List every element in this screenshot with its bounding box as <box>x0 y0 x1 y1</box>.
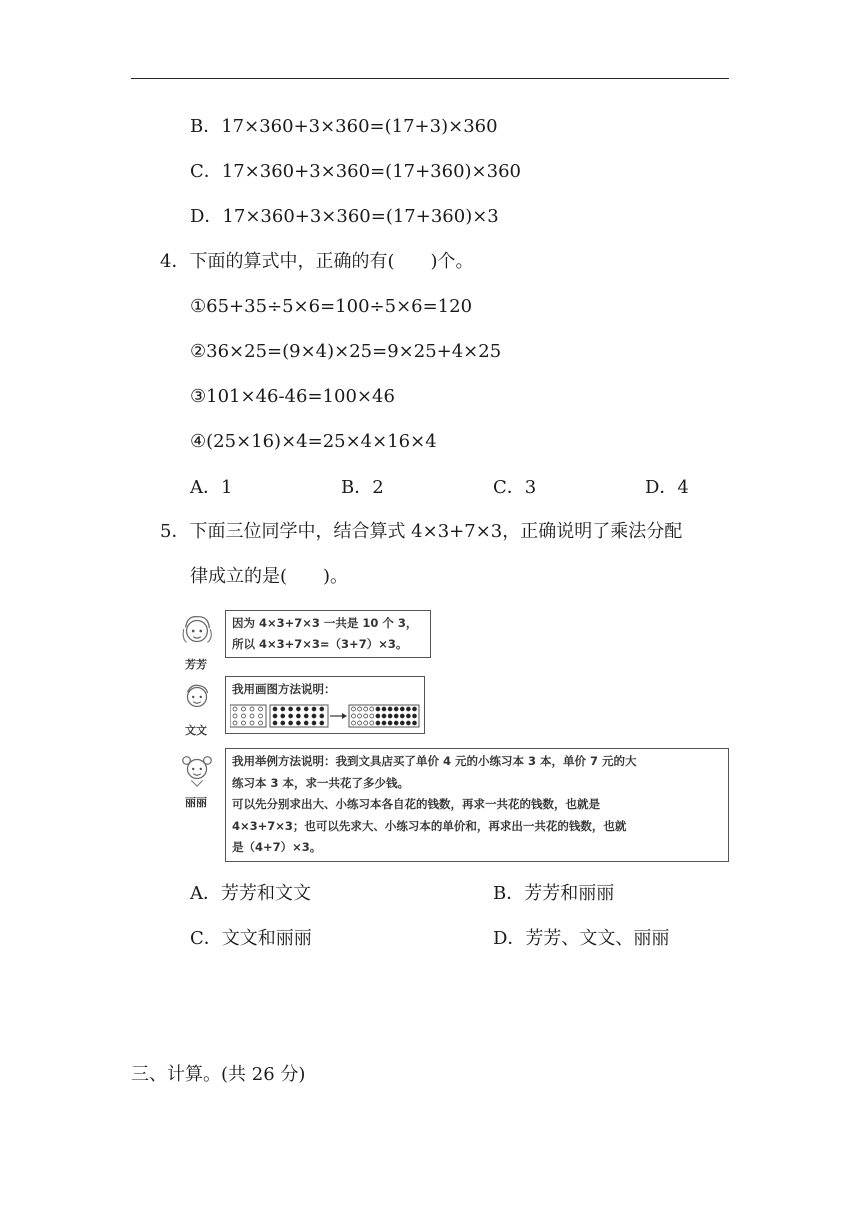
fangfang-line-2: 所以 4×3+7×3=（3+7）×3。 <box>232 637 408 651</box>
hollow-dot <box>358 707 362 711</box>
solid-dot <box>413 714 417 718</box>
solid-dot <box>273 721 277 725</box>
q3-option-b: B．17×360+3×360=(17+3)×360 <box>190 116 498 137</box>
q5-stem-line1: 5．下面三位同学中，结合算式 4×3+7×3，正确说明了乘法分配 <box>160 521 683 542</box>
lili-speech-box <box>225 748 729 862</box>
girl-avatar-icon <box>178 612 216 650</box>
solid-dot <box>406 714 410 718</box>
hollow-dot <box>358 721 362 725</box>
lili-line-1: 我用举例方法说明：我到文具店买了单价 4 元的小练习本 3 本，单价 7 元的大 <box>232 754 637 768</box>
q5-stem-line2: 律成立的是( )。 <box>190 566 349 587</box>
solid-dot <box>388 714 392 718</box>
wenwen-name: 文文 <box>185 724 207 737</box>
solid-dot <box>413 721 417 725</box>
solid-dot <box>388 721 392 725</box>
q4-item-2: ②36×25=(9×4)×25=9×25+4×25 <box>190 341 502 362</box>
solid-dot <box>394 721 398 725</box>
q5-figure <box>175 608 735 868</box>
solid-dot <box>376 721 380 725</box>
solid-dot <box>281 721 285 725</box>
solid-dot <box>312 714 316 718</box>
hollow-dot <box>233 707 237 711</box>
solid-dot <box>406 721 410 725</box>
q4-item-4: ④(25×16)×4=25×4×16×4 <box>190 431 437 452</box>
solid-dot <box>281 714 285 718</box>
q4-option-b: B．2 <box>341 477 384 498</box>
hollow-dot <box>259 707 263 711</box>
solid-dot <box>320 707 324 711</box>
solid-dot <box>376 714 380 718</box>
wenwen-line-1: 我用画图方法说明： <box>232 682 336 696</box>
q4-item-1: ①65+35÷5×6=100÷5×6=120 <box>190 296 473 317</box>
fangfang-speech-box <box>225 610 431 658</box>
solid-dot <box>296 714 300 718</box>
fangfang-line-1: 因为 4×3+7×3 一共是 10 个 3， <box>232 616 418 630</box>
solid-dot <box>320 714 324 718</box>
hollow-dot <box>370 721 374 725</box>
hollow-dot <box>242 707 246 711</box>
solid-dot <box>400 721 404 725</box>
solid-dot <box>289 707 293 711</box>
solid-dot <box>312 721 316 725</box>
lili-line-5: 是（4+7）×3。 <box>232 840 322 854</box>
solid-dot <box>382 714 386 718</box>
hollow-dot <box>233 721 237 725</box>
q4-stem: 4．下面的算式中，正确的有( )个。 <box>160 251 474 272</box>
hollow-dot <box>370 707 374 711</box>
solid-dot <box>388 707 392 711</box>
solid-dot <box>400 714 404 718</box>
hollow-dot <box>352 714 356 718</box>
solid-dot <box>289 714 293 718</box>
solid-dot <box>289 721 293 725</box>
solid-dot <box>320 721 324 725</box>
hollow-dot <box>370 714 374 718</box>
q4-option-a: A．1 <box>190 477 233 498</box>
girl-with-pigtails-avatar-icon <box>178 750 216 788</box>
q5-option-a: A．芳芳和文文 <box>190 883 311 904</box>
solid-dot <box>382 721 386 725</box>
solid-dot <box>382 707 386 711</box>
solid-dot <box>296 707 300 711</box>
solid-dot <box>273 714 277 718</box>
solid-dot <box>273 707 277 711</box>
section-3-title: 三、计算。(共 26 分) <box>131 1064 306 1085</box>
hollow-dot <box>259 721 263 725</box>
solid-dot <box>304 707 308 711</box>
q5-option-b: B．芳芳和丽丽 <box>493 883 615 904</box>
hollow-dot <box>233 714 237 718</box>
hollow-dot <box>250 721 254 725</box>
hollow-dot <box>352 721 356 725</box>
solid-dot <box>304 714 308 718</box>
arrow-head-icon <box>342 713 347 719</box>
header-rule <box>131 78 729 79</box>
solid-dot <box>304 721 308 725</box>
solid-dot <box>296 721 300 725</box>
q3-option-d: D．17×360+3×360=(17+360)×3 <box>190 206 499 227</box>
hollow-dot <box>358 714 362 718</box>
q4-option-c: C．3 <box>493 477 537 498</box>
hollow-dot <box>250 707 254 711</box>
hollow-dot <box>242 721 246 725</box>
solid-dot <box>394 707 398 711</box>
q5-option-d: D．芳芳、文文、丽丽 <box>493 928 670 949</box>
lili-line-3: 可以先分别求出大、小练习本各自花的钱数，再求一共花的钱数，也就是 <box>232 797 600 811</box>
solid-dot <box>400 707 404 711</box>
q4-option-d: D．4 <box>645 477 689 498</box>
solid-dot <box>413 707 417 711</box>
boy-avatar-icon <box>178 678 216 716</box>
solid-dot <box>312 707 316 711</box>
solid-dot <box>376 707 380 711</box>
lili-name: 丽丽 <box>185 796 207 809</box>
hollow-dot <box>364 707 368 711</box>
hollow-dot <box>352 707 356 711</box>
hollow-dot <box>250 714 254 718</box>
solid-dot <box>281 707 285 711</box>
hollow-dot <box>364 714 368 718</box>
q3-option-c: C．17×360+3×360=(17+360)×360 <box>190 161 521 182</box>
q4-item-3: ③101×46-46=100×46 <box>190 386 395 407</box>
dot-array-diagram <box>230 704 420 728</box>
solid-dot <box>394 714 398 718</box>
solid-dot <box>406 707 410 711</box>
hollow-dot <box>364 721 368 725</box>
q5-option-c: C．文文和丽丽 <box>190 928 312 949</box>
lili-line-2: 练习本 3 本，求一共花了多少钱。 <box>232 775 410 790</box>
hollow-dot <box>242 714 246 718</box>
lili-line-4: 4×3+7×3；也可以先求大、小练习本的单价和，再求出一共花的钱数，也就 <box>232 818 627 833</box>
fangfang-name: 芳芳 <box>185 658 207 671</box>
hollow-dot <box>259 714 263 718</box>
